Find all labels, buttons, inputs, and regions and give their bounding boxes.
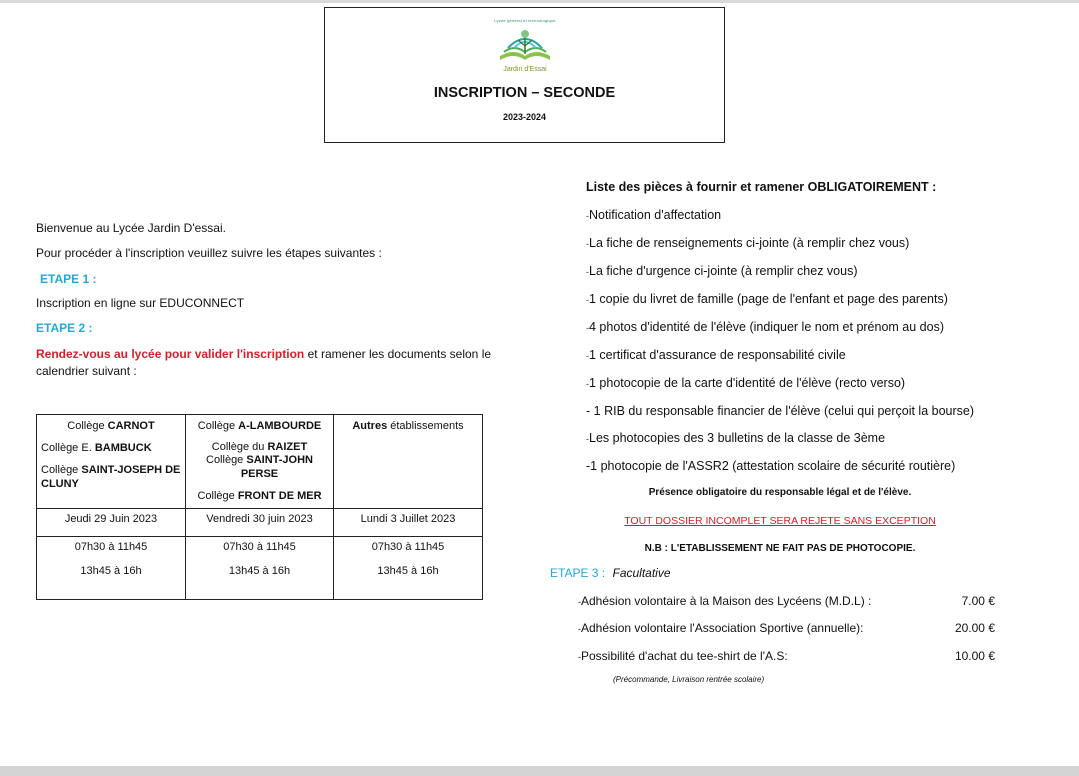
list-item: -1 photocopie de l'ASSR2 (attestation scolaire de sécurité routière) xyxy=(586,459,956,473)
etape3-line xyxy=(550,566,671,580)
school-year: 2023-2024 xyxy=(502,112,547,122)
school-logo xyxy=(494,18,556,76)
school-entry: Collège E. BAMBUCK xyxy=(41,442,152,454)
fee-label: -Adhésion volontaire l'Association Sportive (annuelle): xyxy=(578,621,864,635)
school-entry: Collège A-LAMBOURDE xyxy=(197,420,322,432)
fee-label: -Adhésion volontaire à la Maison des Lycéens (M.D.L) : xyxy=(578,594,872,608)
fee-price: 20.00 € xyxy=(954,621,995,635)
etape1-label: ETAPE 1 : xyxy=(40,272,97,286)
list-item: -1 photocopie de la carte d'identité de l'élève (recto verso) xyxy=(586,376,906,390)
table-row xyxy=(37,509,483,537)
book-tree-icon xyxy=(494,26,556,62)
table-row xyxy=(37,537,483,600)
schedule-table xyxy=(36,414,483,600)
list-item: -1 copie du livret de famille (page de l'enfant et page des parents) xyxy=(586,292,948,306)
list-item: -La fiche d'urgence ci-jointe (à remplir chez vous) xyxy=(586,264,858,278)
table-row xyxy=(37,415,483,509)
list-item: -1 certificat d'assurance de responsabilité civile xyxy=(586,348,846,362)
etape2-red-text: Rendez-vous au lycée pour valider l'inscription xyxy=(36,347,305,361)
welcome-text: Bienvenue au Lycée Jardin D'essai. xyxy=(36,221,226,235)
school-entry: Collège CARNOT xyxy=(67,420,155,432)
presence-notice: Présence obligatoire du responsable légal et de l'élève. xyxy=(648,487,912,498)
list-item: -4 photos d'identité de l'élève (indiquer le nom et prénom au dos) xyxy=(586,320,944,334)
col1-date-cell: Jeudi 29 Juin 2023 xyxy=(37,509,186,537)
list-item: -La fiche de renseignements ci-jointe (à remplir chez vous) xyxy=(586,236,910,250)
etape1-text: Inscription en ligne sur EDUCONNECT xyxy=(36,296,245,310)
nb-notice: N.B : L'ETABLISSEMENT NE FAIT PAS DE PHOTOCOPIE. xyxy=(644,543,916,554)
header-box xyxy=(324,7,725,143)
col1-time-cell: 07h30 à 11h45 13h45 à 16h xyxy=(37,537,186,600)
col3-schools-cell xyxy=(334,415,483,509)
col3-time-cell: 07h30 à 11h45 13h45 à 16h xyxy=(334,537,483,600)
col2-schools-cell xyxy=(186,415,334,509)
list-item: -Notification d'affectation xyxy=(586,208,722,222)
etape2-line2: calendrier suivant : xyxy=(36,364,137,378)
page-title: INSCRIPTION – SECONDE xyxy=(433,85,616,101)
col3-date-cell: Lundi 3 Juillet 2023 xyxy=(334,509,483,537)
etape2-rest-text: et ramener les documents selon le xyxy=(304,347,492,361)
fee-price: 10.00 € xyxy=(954,649,995,663)
etape3-label: ETAPE 3 : xyxy=(550,566,606,580)
list-item: - 1 RIB du responsable financier de l'élève (celui qui perçoit la bourse) xyxy=(586,404,975,418)
top-border xyxy=(0,0,1079,3)
col1-schools-cell xyxy=(37,415,186,509)
incomplete-warning: TOUT DOSSIER INCOMPLET SERA REJETE SANS EXCEPTION xyxy=(624,515,936,527)
fee-price: 7.00 € xyxy=(961,594,995,608)
school-entry: Collège SAINT-JOHN PERSE xyxy=(206,454,313,480)
bottom-border xyxy=(0,766,1079,776)
col2-date-cell: Vendredi 30 juin 2023 xyxy=(186,509,334,537)
etape3-note: Facultative xyxy=(612,566,671,580)
school-entry: Collège du RAIZET xyxy=(211,441,308,453)
other-schools-entry: Autres établissements xyxy=(352,420,464,432)
school-entry: Collège FRONT DE MER xyxy=(197,490,322,502)
col2-time-cell: 07h30 à 11h45 13h45 à 16h xyxy=(186,537,334,600)
instructions-text: Pour procéder à l'inscription veuillez suivre les étapes suivantes : xyxy=(36,246,382,260)
logo-brand-text: Jardin d'Essai xyxy=(503,66,547,73)
documents-list-title: Liste des pièces à fournir et ramener OBLIGATOIREMENT : xyxy=(586,180,937,194)
precommande-note: (Précommande, Livraison rentrée scolaire) xyxy=(613,675,765,684)
fee-label: -Possibilité d'achat du tee-shirt de l'A.S: xyxy=(578,649,788,663)
logo-small-text: Lycée général et technologique xyxy=(494,18,556,23)
etape2-text xyxy=(36,347,491,361)
school-entry: Collège SAINT-JOSEPH DE CLUNY xyxy=(41,464,181,490)
list-item: -Les photocopies des 3 bulletins de la classe de 3ème xyxy=(586,431,886,445)
etape2-label: ETAPE 2 : xyxy=(36,321,93,335)
